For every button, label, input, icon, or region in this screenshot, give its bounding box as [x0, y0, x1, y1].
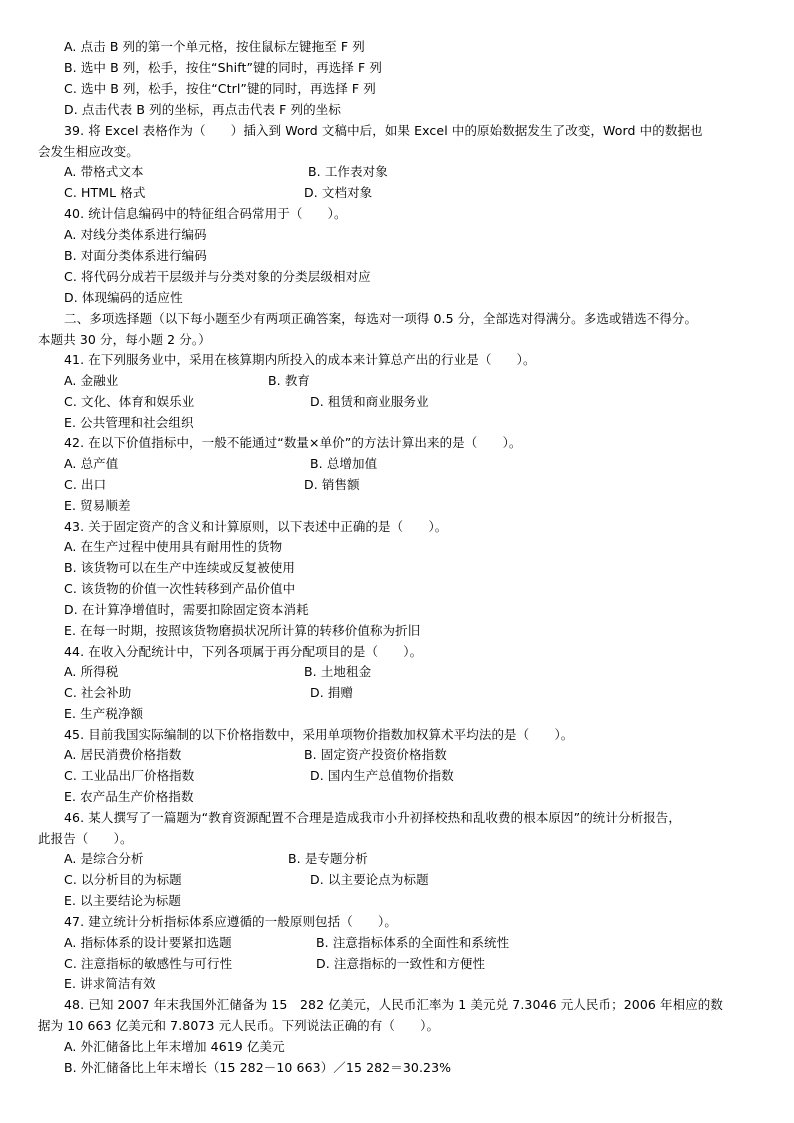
option-47-b: B. 注意指标体系的全面性和系统性	[316, 935, 510, 950]
option-44-a: A. 所得税	[64, 664, 119, 679]
section-heading: 二、多项选择题（以下每小题至少有两项正确答案，每选对一项得 0.5 分，全部选对得满分。多选或错选不得分。	[64, 311, 698, 326]
option-48-b: B. 外汇储备比上年末增长（15 282－10 663）／15 282＝30.23%	[64, 1060, 452, 1075]
question-47: 47. 建立统计分析指标体系应遵循的一般原则包括（ ）。	[64, 914, 398, 929]
option-46-e: E. 以主要结论为标题	[64, 893, 181, 908]
option-43-a: A. 在生产过程中使用具有耐用性的货物	[64, 539, 283, 554]
option-47-d: D. 注意指标的一致性和方便性	[316, 956, 486, 971]
option-38-a: A. 点击 B 列的第一个单元格，按住鼠标左键拖至 F 列	[64, 39, 365, 54]
option-40-c: C. 将代码分成若干层级并与分类对象的分类层级相对应	[64, 269, 371, 284]
option-44-e: E. 生产税净额	[64, 706, 144, 721]
option-41-b: B. 教育	[268, 373, 311, 388]
option-41-e: E. 公共管理和社会组织	[64, 415, 194, 430]
option-47-e: E. 讲求简洁有效	[64, 976, 156, 991]
option-44-c: C. 社会补助	[64, 685, 132, 700]
option-40-d: D. 体现编码的适应性	[64, 290, 183, 305]
question-45: 45. 目前我国实际编制的以下价格指数中，采用单项物价指数加权算术平均法的是（ ）。	[64, 727, 574, 742]
question-46-cont: 此报告（ ）。	[38, 831, 133, 846]
option-46-d: D. 以主要论点为标题	[310, 872, 429, 887]
option-43-b: B. 该货物可以在生产中连续或反复被使用	[64, 560, 296, 575]
question-39-cont: 会发生相应改变。	[38, 144, 139, 159]
option-41-d: D. 租赁和商业服务业	[310, 394, 429, 409]
option-47-a: A. 指标体系的设计要紧扣选题	[64, 935, 232, 950]
option-38-c: C. 选中 B 列，松手，按住“Ctrl”键的同时，再选择 F 列	[64, 81, 376, 96]
question-41: 41. 在下列服务业中，采用在核算期内所投入的成本来计算总产出的行业是（ ）。	[64, 352, 536, 367]
option-42-a: A. 总产值	[64, 456, 119, 471]
question-48-cont: 据为 10 663 亿美元和 7.8073 元人民币。下列说法正确的有（ ）。	[38, 1018, 440, 1033]
option-38-b: B. 选中 B 列，松手，按住“Shift”键的同时，再选择 F 列	[64, 60, 382, 75]
option-45-b: B. 固定资产投资价格指数	[304, 747, 447, 762]
question-46: 46. 某人撰写了一篇题为“教育资源配置不合理是造成我市小升初择校热和乱收费的根本原因”的统计分析报告，	[64, 810, 682, 825]
question-42: 42. 在以下价值指标中，一般不能通过“数量×单价”的方法计算出来的是（ ）。	[64, 435, 522, 450]
option-40-b: B. 对面分类体系进行编码	[64, 248, 207, 263]
option-39-b: B. 工作表对象	[308, 164, 388, 179]
option-44-b: B. 土地租金	[304, 664, 372, 679]
option-43-d: D. 在计算净增值时，需要扣除固定资本消耗	[64, 602, 309, 617]
question-43: 43. 关于固定资产的含义和计算原则，以下表述中正确的是（ ）。	[64, 519, 448, 534]
option-45-d: D. 国内生产总值物价指数	[310, 768, 454, 783]
option-38-d: D. 点击代表 B 列的坐标，再点击代表 F 列的坐标	[64, 102, 341, 117]
option-41-a: A. 金融业	[64, 373, 119, 388]
option-39-d: D. 文档对象	[304, 185, 373, 200]
option-46-c: C. 以分析目的为标题	[64, 872, 182, 887]
option-42-d: D. 销售额	[304, 477, 360, 492]
option-48-a: A. 外汇储备比上年末增加 4619 亿美元	[64, 1039, 285, 1054]
section-heading-cont: 本题共 30 分，每小题 2 分。）	[38, 332, 211, 347]
question-40: 40. 统计信息编码中的特征组合码常用于（ ）。	[64, 206, 347, 221]
option-46-b: B. 是专题分析	[288, 851, 368, 866]
option-45-c: C. 工业品出厂价格指数	[64, 768, 195, 783]
question-39: 39. 将 Excel 表格作为（ ）插入到 Word 文稿中后，如果 Excel 中的原始数据发生了改变，Word 中的数据也	[64, 123, 703, 138]
option-44-d: D. 捐赠	[310, 685, 354, 700]
option-40-a: A. 对线分类体系进行编码	[64, 227, 207, 242]
question-48: 48. 已知 2007 年末我国外汇储备为 15 282 亿美元，人民币汇率为 1 美元兑 7.3046 元人民币；2006 年相应的数	[64, 997, 723, 1012]
option-42-c: C. 出口	[64, 477, 107, 492]
option-46-a: A. 是综合分析	[64, 851, 144, 866]
option-45-e: E. 农产品生产价格指数	[64, 789, 194, 804]
option-45-a: A. 居民消费价格指数	[64, 747, 182, 762]
question-44: 44. 在收入分配统计中，下列各项属于再分配项目的是（ ）。	[64, 644, 423, 659]
option-39-a: A. 带格式文本	[64, 164, 144, 179]
option-47-c: C. 注意指标的敏感性与可行性	[64, 956, 233, 971]
option-43-c: C. 该货物的价值一次性转移到产品价值中	[64, 581, 296, 596]
option-43-e: E. 在每一时期，按照该货物磨损状况所计算的转移价值称为折旧	[64, 623, 421, 638]
option-41-c: C. 文化、体育和娱乐业	[64, 394, 195, 409]
option-42-b: B. 总增加值	[310, 456, 378, 471]
option-39-c: C. HTML 格式	[64, 185, 146, 200]
option-42-e: E. 贸易顺差	[64, 498, 131, 513]
